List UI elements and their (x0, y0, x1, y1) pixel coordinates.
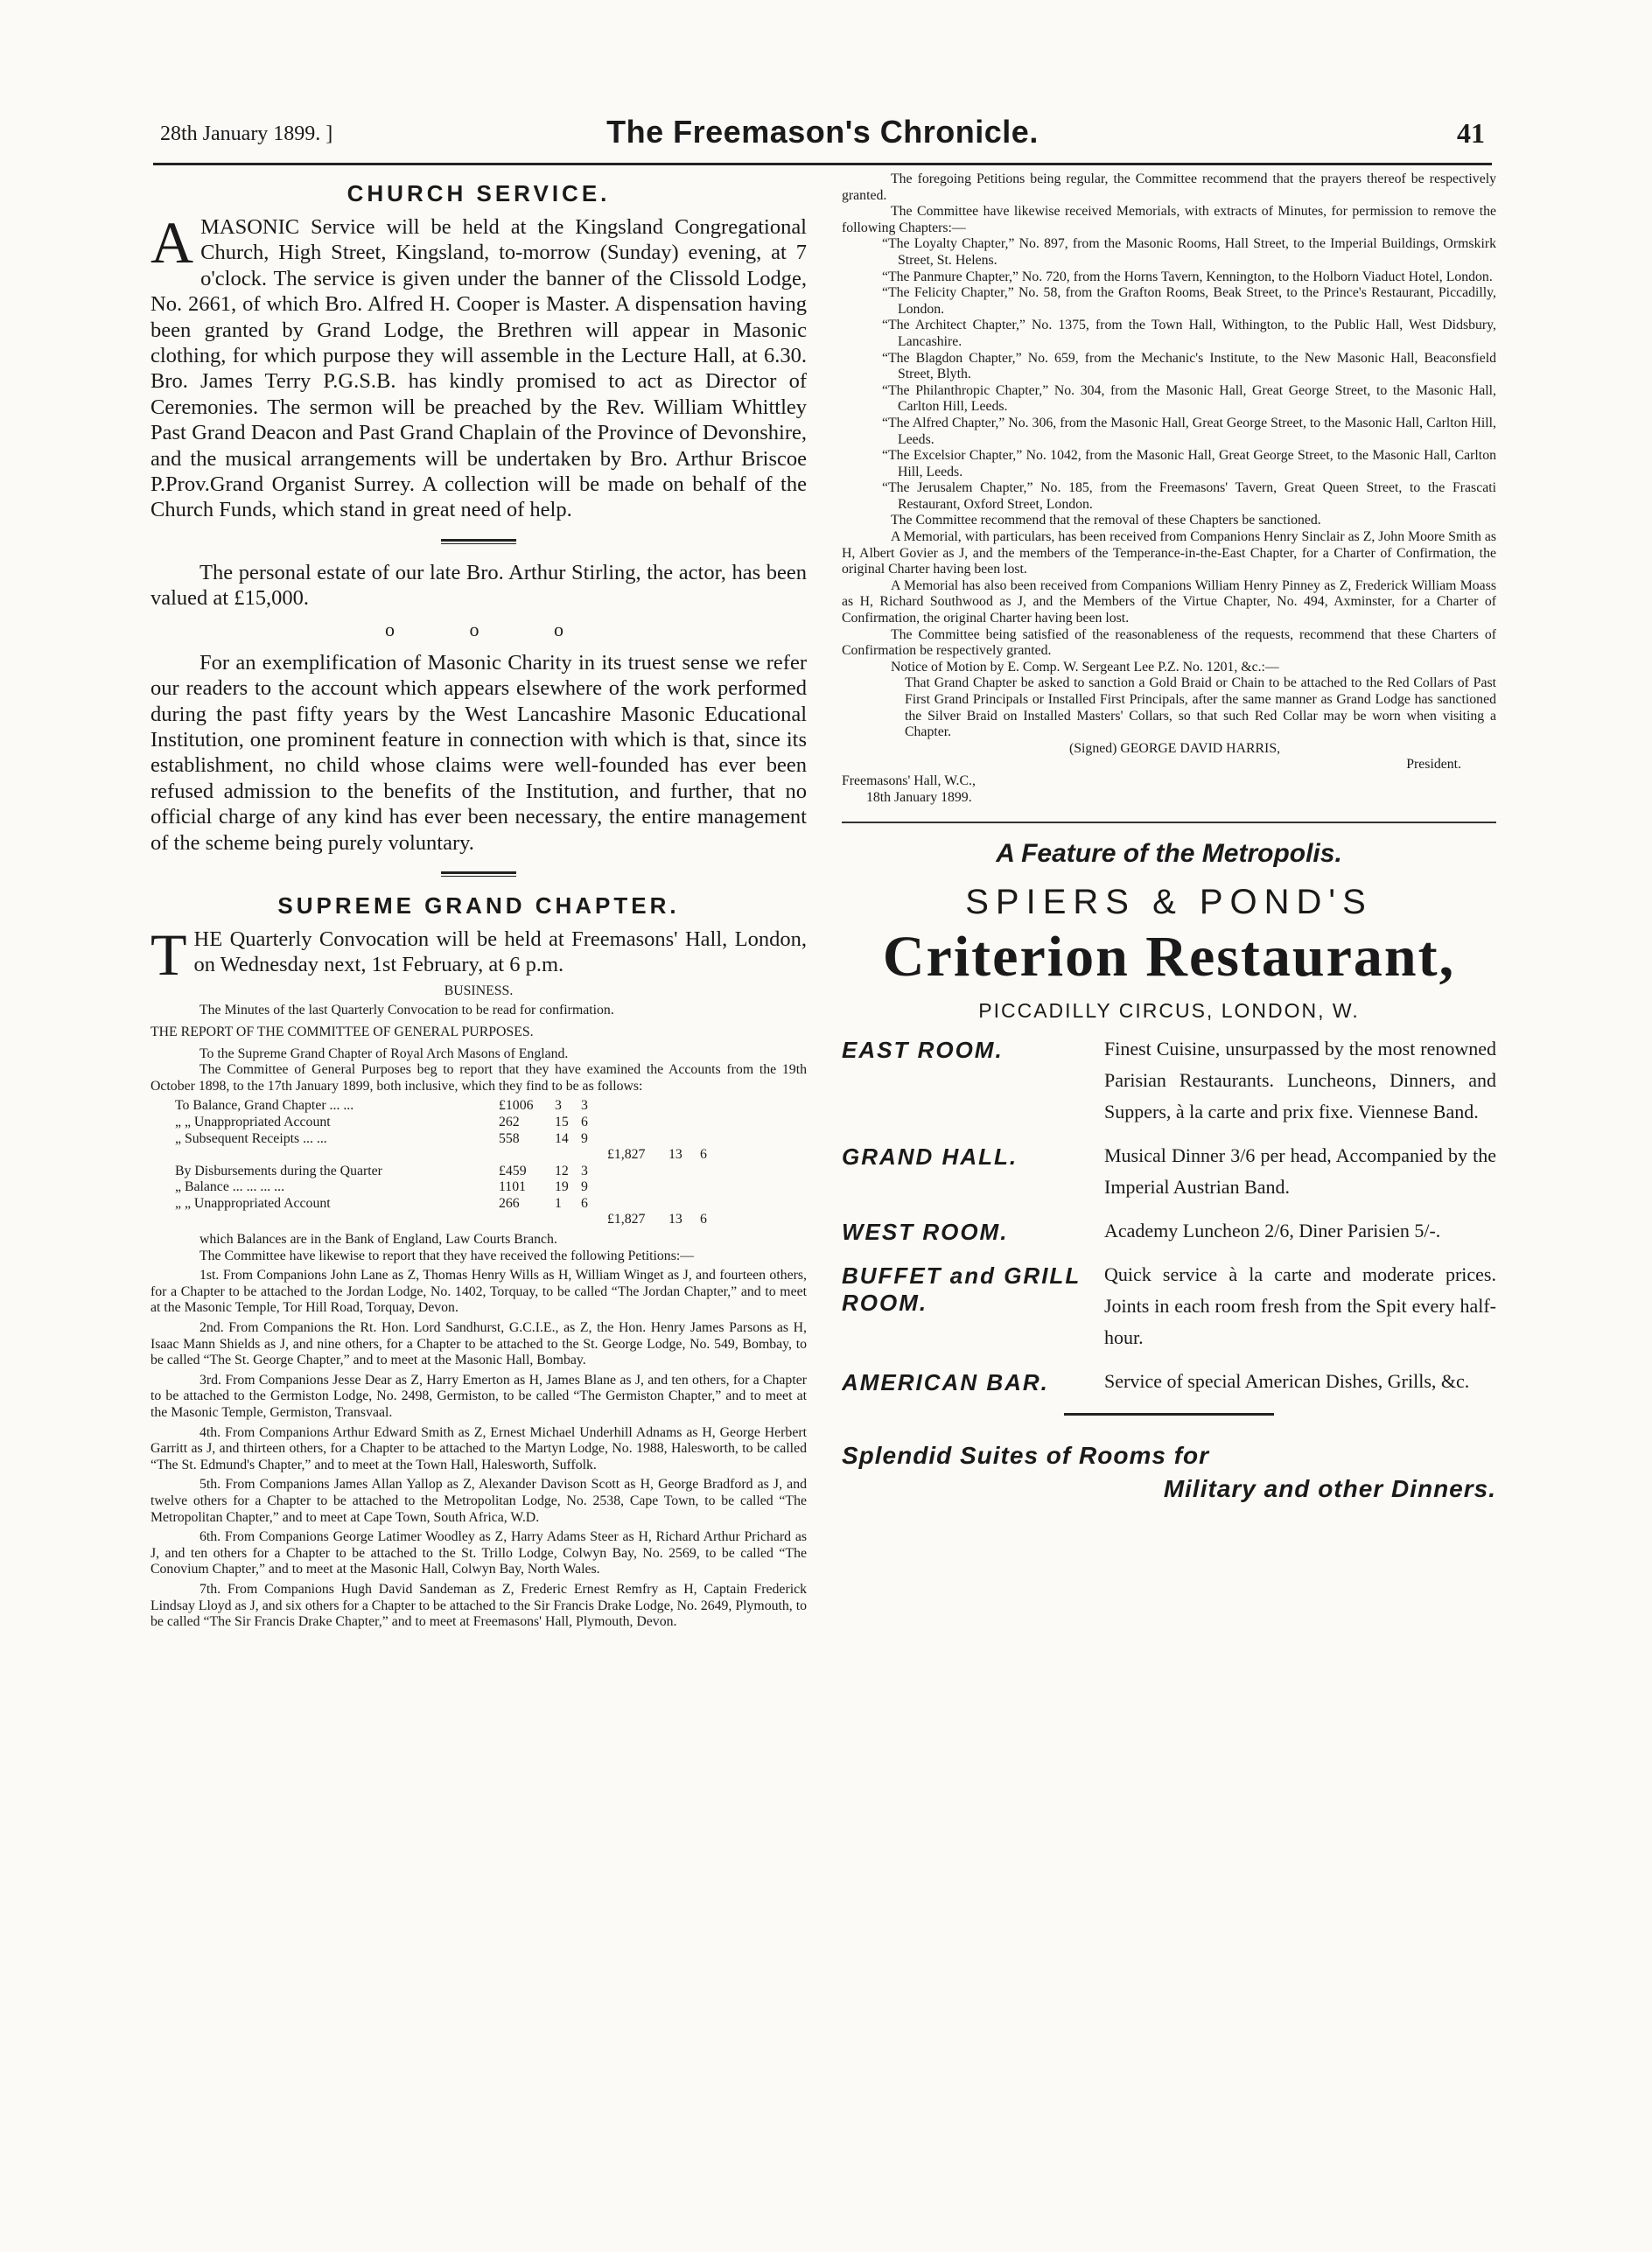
notice-of-motion: Notice of Motion by E. Comp. W. Sergeant Lee P.Z. No. 1201, &c.:— (891, 659, 1279, 675)
accounts-cell: 15 (555, 1114, 569, 1129)
memorial-item: “The Alfred Chapter,” No. 306, from the Masonic Hall, Great George Street, to the Masonic Hall, Carlton Hill, Leeds. (882, 415, 1496, 447)
accounts-cell (607, 1196, 668, 1213)
memorials-list (842, 236, 1496, 513)
advert-rule (842, 822, 1496, 823)
dropcap-a: A (150, 209, 194, 276)
accounts-cell (668, 1179, 700, 1196)
accounts-cell (700, 1196, 718, 1213)
accounts-cell: 13 (668, 1212, 682, 1227)
memorials-intro: The Committee have likewise received Memorials, with extracts of Minutes, for permission to remove the following Chapters:— (842, 204, 1496, 235)
advert-room-name: AMERICAN BAR. (842, 1369, 1049, 1396)
signoff-place: Freemasons' Hall, W.C., (842, 773, 976, 788)
advert-room (842, 1366, 1496, 1397)
accounts-cell: 1101 (499, 1179, 527, 1195)
header-rule (153, 163, 1492, 165)
accounts-cell (668, 1196, 700, 1213)
report-intro: The Committee of General Purposes beg to report that they have examined the Accounts from the 19th October 1898, to the 17th January 1899, both inclusive, which they find to be as follows: (150, 1062, 807, 1094)
accounts-cell: 12 (555, 1163, 569, 1178)
advert-room-desc: Finest Cuisine, unsurpassed by the most renowned Parisian Restaurants. Luncheons, Dinners, and Suppers, à la carte and prix fixe. Viennese Band. (1104, 1038, 1496, 1123)
memorial-virtue: A Memorial has also been received from Companions William Henry Pinney as Z, Frederick William Moass as H, Richard Southwood as J, and the Members of the Virtue Chapter, No. 494, Axminster, for a Charter of Confirmation, the original Charter having been lost. (842, 577, 1496, 626)
accounts-row (175, 1115, 807, 1131)
accounts-cell: 6 (700, 1147, 707, 1163)
advert-room-name: GRAND HALL. (842, 1143, 1018, 1171)
advert-room-name: WEST ROOM. (842, 1219, 1009, 1246)
advert-room-name: BUFFET and GRILL ROOM. (842, 1262, 1081, 1317)
accounts-cell (700, 1098, 718, 1115)
right-column (842, 171, 1496, 2140)
accounts-cell: £1006 (499, 1098, 534, 1114)
accounts-cell (607, 1115, 668, 1131)
petition-item: 3rd. From Companions Jesse Dear as Z, Harry Emerton as H, James Blane as J, and ten others, for a Chapter to be attached to the Germiston Lodge, No. 2498, Germiston, to be called “The Germiston Chapter,” and to meet at the Masonic Temple, Germiston, Transvaal. (150, 1372, 807, 1420)
petition-item: 7th. From Companions Hugh David Sandeman as Z, Frederic Ernest Remfry as H, Captain Frederick Lindsay Lloyd as J, and six others for a Chapter to be attached to the Sir Francis Drake Lodge, No. 2649, Plymouth, to be called “The Sir Francis Drake Chapter,” and to meet at Freemasons' Hall, Plymouth, Devon. (150, 1581, 807, 1630)
advert-room (842, 1215, 1496, 1247)
removal-text: The Committee recommend that the removal of these Chapters be sanctioned. (891, 513, 1321, 528)
accounts-cell: 262 (499, 1114, 520, 1129)
balances-text: which Balances are in the Bank of England, Law Courts Branch. (200, 1232, 557, 1248)
advert-room (842, 1140, 1496, 1203)
advert-footer-line2: Military and other Dinners. (1163, 1475, 1496, 1503)
accounts-cell (581, 1147, 607, 1164)
accounts-row (175, 1098, 807, 1115)
accounts-cell: To Balance, Grand Chapter ... ... (175, 1098, 354, 1114)
advert-rooms (842, 1033, 1496, 1397)
accounts-cell: „ Subsequent Receipts ... ... (175, 1130, 327, 1146)
petition-item: 4th. From Companions Arthur Edward Smith as Z, Ernest Michael Underhill Adnams as H, George Herbert Garritt as J, and thirteen others, for a Chapter to be attached to the Martyn Lodge, No. 1988, Halesworth, to be called “The St. Edmund's Chapter,” and to meet at the Town Hall, Halesworth, Suffolk. (150, 1424, 807, 1472)
accounts-row (175, 1164, 807, 1180)
petition-item: 5th. From Companions James Allan Yallop as Z, Alexander Davison Scott as H, George Bradford as J, and twelve others for a Chapter to be attached to the Metropolitan Lodge, No. 2538, Cape Town, to be called “The Metropolitan Chapter,” and to meet at Cape Town, South Africa, W.D. (150, 1477, 807, 1525)
accounts-cell: „ Balance ... ... ... ... (175, 1179, 285, 1195)
satisfied-text: The Committee being satisfied of the reasonableness of the requests, recommend that these Charters of Confirmation be respectively granted. (842, 626, 1496, 659)
accounts-cell (700, 1115, 718, 1131)
advert-room (842, 1259, 1496, 1353)
accounts-row (175, 1196, 807, 1213)
memorial-item: “The Panmure Chapter,” No. 720, from the Horns Tavern, Kennington, to the Holborn Viaduct Hotel, London. (882, 269, 1493, 284)
accounts-cell: „ „ Unappropriated Account (175, 1195, 331, 1211)
page-header (153, 114, 1492, 157)
memorial-item: “The Loyalty Chapter,” No. 897, from the Masonic Rooms, Hall Street, to the Imperial Buildings, Ormskirk Street, St. Helens. (882, 236, 1496, 268)
accounts-cell: 3 (581, 1163, 588, 1178)
separator-dots: o o o (385, 618, 598, 640)
accounts-cell: 9 (581, 1130, 588, 1146)
left-column (150, 175, 807, 2144)
advert-spiers-pond: SPIERS & POND'S (965, 883, 1373, 922)
accounts-cell (668, 1115, 700, 1131)
dropcap-t: T (150, 920, 187, 988)
accounts-cell (555, 1147, 581, 1164)
page-number: 41 (1457, 117, 1485, 149)
advert-feature-heading: A Feature of the Metropolis. (996, 839, 1342, 869)
petition-item: 1st. From Companions John Lane as Z, Thomas Henry Wills as H, William Winget as J, and fourteen others, for a Chapter to be attached to the Jordan Lodge, No. 1402, Torquay, to be called “The Jordan Chapter,” and to meet at the Masonic Temple, Tor Hill Road, Torquay, Devon. (150, 1268, 807, 1316)
accounts-cell (175, 1212, 499, 1228)
section-rule (441, 539, 516, 544)
memorial-item: “The Excelsior Chapter,” No. 1042, from the Masonic Hall, Great George Street, to the Masonic Hall, Carlton Hill, Leeds. (882, 448, 1496, 479)
supreme-chapter-title: SUPREME GRAND CHAPTER. (277, 892, 680, 919)
memorial-item: “The Philanthropic Chapter,” No. 304, from the Masonic Hall, Great George Street, to the Masonic Hall, Carlton Hill, Leeds. (882, 382, 1496, 415)
minutes-text: The Minutes of the last Quarterly Convocation to be read for confirmation. (200, 1003, 614, 1018)
president-text: President. (1406, 757, 1461, 773)
advert-footer-line1: Splendid Suites of Rooms for (842, 1442, 1210, 1470)
accounts-cell (668, 1131, 700, 1148)
accounts-row (175, 1212, 807, 1228)
accounts-cell: 13 (668, 1147, 682, 1163)
petitions-intro: The Committee have likewise to report that they have received the following Petitions:— (200, 1248, 695, 1263)
accounts-cell (175, 1147, 499, 1164)
issue-date: 28th January 1899. ] (160, 122, 333, 145)
advert-criterion-restaurant: Criterion Restaurant, (882, 925, 1456, 990)
motion-text: That Grand Chapter be asked to sanction a Gold Braid or Chain to be attached to the Red Collars of Past First Grand Principals or Installed First Principals, after the same manner as Grand Lodge has sanctioned the Silver Braid on Installed Masters' Collars, so that such Red Collar may be worn when visiting a Chapter. (905, 675, 1496, 740)
petition-item: 6th. From Companions George Latimer Woodley as Z, Harry Adams Steer as H, Richard Arthur Prichard as J, and ten others for a Chapter to be attached to the St. Trillo Lodge, Colwyn Bay, No. 2569, to be called “The Conovium Chapter,” and to meet at the Masonic Hall, Colwyn Bay, North Wales. (150, 1529, 807, 1577)
accounts-cell (700, 1179, 718, 1196)
accounts-cell (700, 1131, 718, 1148)
signed-text: (Signed) GEORGE DAVID HARRIS, (1069, 740, 1281, 756)
accounts-cell: 6 (581, 1114, 588, 1129)
accounts-table (175, 1098, 807, 1228)
advert-address: PICCADILLY CIRCUS, LONDON, W. (978, 999, 1360, 1023)
church-service-text: AMASONIC Service will be held at the Kingsland Congregational Church, High Street, Kingsland, to-morrow (Sunday) evening, at 7 o'clock. The service is given under the banner of the Clissold Lodge, No. 2661, of which Bro. Alfred H. Cooper is Master. A dispensation having been granted by Grand Lodge, the Brethren will appear in Masonic clothing, for which purpose they will assemble in the Lecture Hall, at 6.30. Bro. James Terry P.G.S.B. has kindly promised to act as Director of Ceremonies. The sermon will be preached by the Rev. William Whittley Past Grand Deacon and Past Grand Chaplain of the Province of Devonshire, and the musical arrangements will be undertaken by Bro. Arthur Briscoe P.Prov.Grand Organist Surrey. A collection will be made on behalf of the Church Funds, which stand in great need of help. (150, 209, 807, 522)
accounts-cell (668, 1164, 700, 1180)
memorial-item: “The Blagdon Chapter,” No. 659, from the Mechanic's Institute, to the New Masonic Hall, Beaconsfield Street, Blyth. (882, 350, 1496, 382)
accounts-cell (668, 1098, 700, 1115)
petitions-list (150, 1268, 807, 1630)
advert-room-desc: Musical Dinner 3/6 per head, Accompanied by the Imperial Austrian Band. (1104, 1144, 1496, 1199)
memorial-item: “The Architect Chapter,” No. 1375, from the Town Hall, Withington, to the Public Hall, West Didsbury, Lancashire. (882, 318, 1496, 349)
accounts-cell: 1 (555, 1195, 562, 1211)
advert-room-desc: Quick service à la carte and moderate prices. Joints in each room fresh from the Spit every half-hour. (1104, 1263, 1496, 1349)
supreme-intro: THE Quarterly Convocation will be held at Freemasons' Hall, London, on Wednesday next, 1st February, at 6 p.m. (150, 920, 807, 988)
business-heading: BUSINESS. (444, 983, 514, 998)
memorial-item: “The Jerusalem Chapter,” No. 185, from the Freemasons' Tavern, Great Queen Street, to the Frascati Restaurant, Oxford Street, London. (882, 480, 1496, 512)
accounts-cell: 266 (499, 1195, 520, 1211)
accounts-cell (607, 1098, 668, 1115)
section-rule (441, 871, 516, 877)
foregoing-text: The foregoing Petitions being regular, the Committee recommend that the prayers thereof be respectively granted. (842, 171, 1496, 203)
memorial-temperance: A Memorial, with particulars, has been received from Companions Henry Sinclair as Z, John Moore Smith as H, Albert Govier as J, and the members of the Temperance-in-the-East Chapter, for a Charter of Confirmation, the original Charter having been lost. (842, 529, 1496, 577)
memorial-item: “The Felicity Chapter,” No. 58, from the Grafton Rooms, Beak Street, to the Prince's Restaurant, Piccadilly, London. (882, 285, 1496, 317)
accounts-cell (607, 1164, 668, 1180)
charity-paragraph: For an exemplification of Masonic Charity in its truest sense we refer our readers to the account which appears elsewhere of the work performed during the past fifty years by the West Lancashire Masonic Educational Institution, one prominent feature in connection with which is that, since its establishment, no child whose claims were well-founded has ever been refused admission to the benefits of the Institution, and further, that no official charge of any kind has ever been necessary, the entire management of the scheme being purely voluntary. (150, 650, 807, 855)
accounts-row (175, 1179, 807, 1196)
accounts-cell (499, 1212, 555, 1228)
signoff-date: 18th January 1899. (866, 789, 972, 805)
accounts-row (175, 1131, 807, 1148)
accounts-cell: £1,827 (607, 1212, 646, 1227)
accounts-cell: 6 (700, 1212, 707, 1227)
accounts-cell: 19 (555, 1179, 569, 1195)
accounts-cell (555, 1212, 581, 1228)
accounts-cell: 3 (555, 1098, 562, 1114)
masthead-title: The Freemason's Chronicle. (606, 114, 1039, 150)
accounts-cell: 6 (581, 1195, 588, 1211)
church-service-title: CHURCH SERVICE. (346, 180, 611, 206)
advert-room (842, 1033, 1496, 1128)
accounts-cell (581, 1212, 607, 1228)
advert-room-desc: Service of special American Dishes, Grills, &c. (1104, 1370, 1470, 1393)
report-heading: THE REPORT OF THE COMMITTEE OF GENERAL PURPOSES. (150, 1024, 534, 1039)
accounts-cell (700, 1164, 718, 1180)
accounts-cell: 558 (499, 1130, 520, 1146)
accounts-cell (607, 1131, 668, 1148)
accounts-cell: „ „ Unappropriated Account (175, 1114, 331, 1129)
report-to: To the Supreme Grand Chapter of Royal Arch Masons of England. (200, 1046, 569, 1061)
stirling-paragraph: The personal estate of our late Bro. Arthur Stirling, the actor, has been valued at £15,000. (150, 560, 807, 611)
accounts-cell (499, 1147, 555, 1164)
accounts-row (175, 1147, 807, 1164)
accounts-cell: 14 (555, 1130, 569, 1146)
advert-room-desc: Academy Luncheon 2/6, Diner Parisien 5/-. (1104, 1220, 1441, 1242)
accounts-cell: 9 (581, 1179, 588, 1195)
accounts-cell (607, 1179, 668, 1196)
accounts-cell: £1,827 (607, 1147, 646, 1163)
petition-item: 2nd. From Companions the Rt. Hon. Lord Sandhurst, G.C.I.E., as Z, the Hon. Henry James Parsons as H, Isaac Mann Shields as J, and nine others, for a Chapter to be attached to the St. George Lodge, No. 549, Bombay, to be called “The St. George Chapter,” and to meet at the Masonic Hall, Bombay. (150, 1320, 807, 1368)
accounts-cell: £459 (499, 1163, 527, 1178)
advert-room-name: EAST ROOM. (842, 1037, 1004, 1064)
advert-footer-rule (1064, 1413, 1274, 1416)
accounts-cell: 3 (581, 1098, 588, 1114)
accounts-cell: By Disbursements during the Quarter (175, 1163, 382, 1178)
